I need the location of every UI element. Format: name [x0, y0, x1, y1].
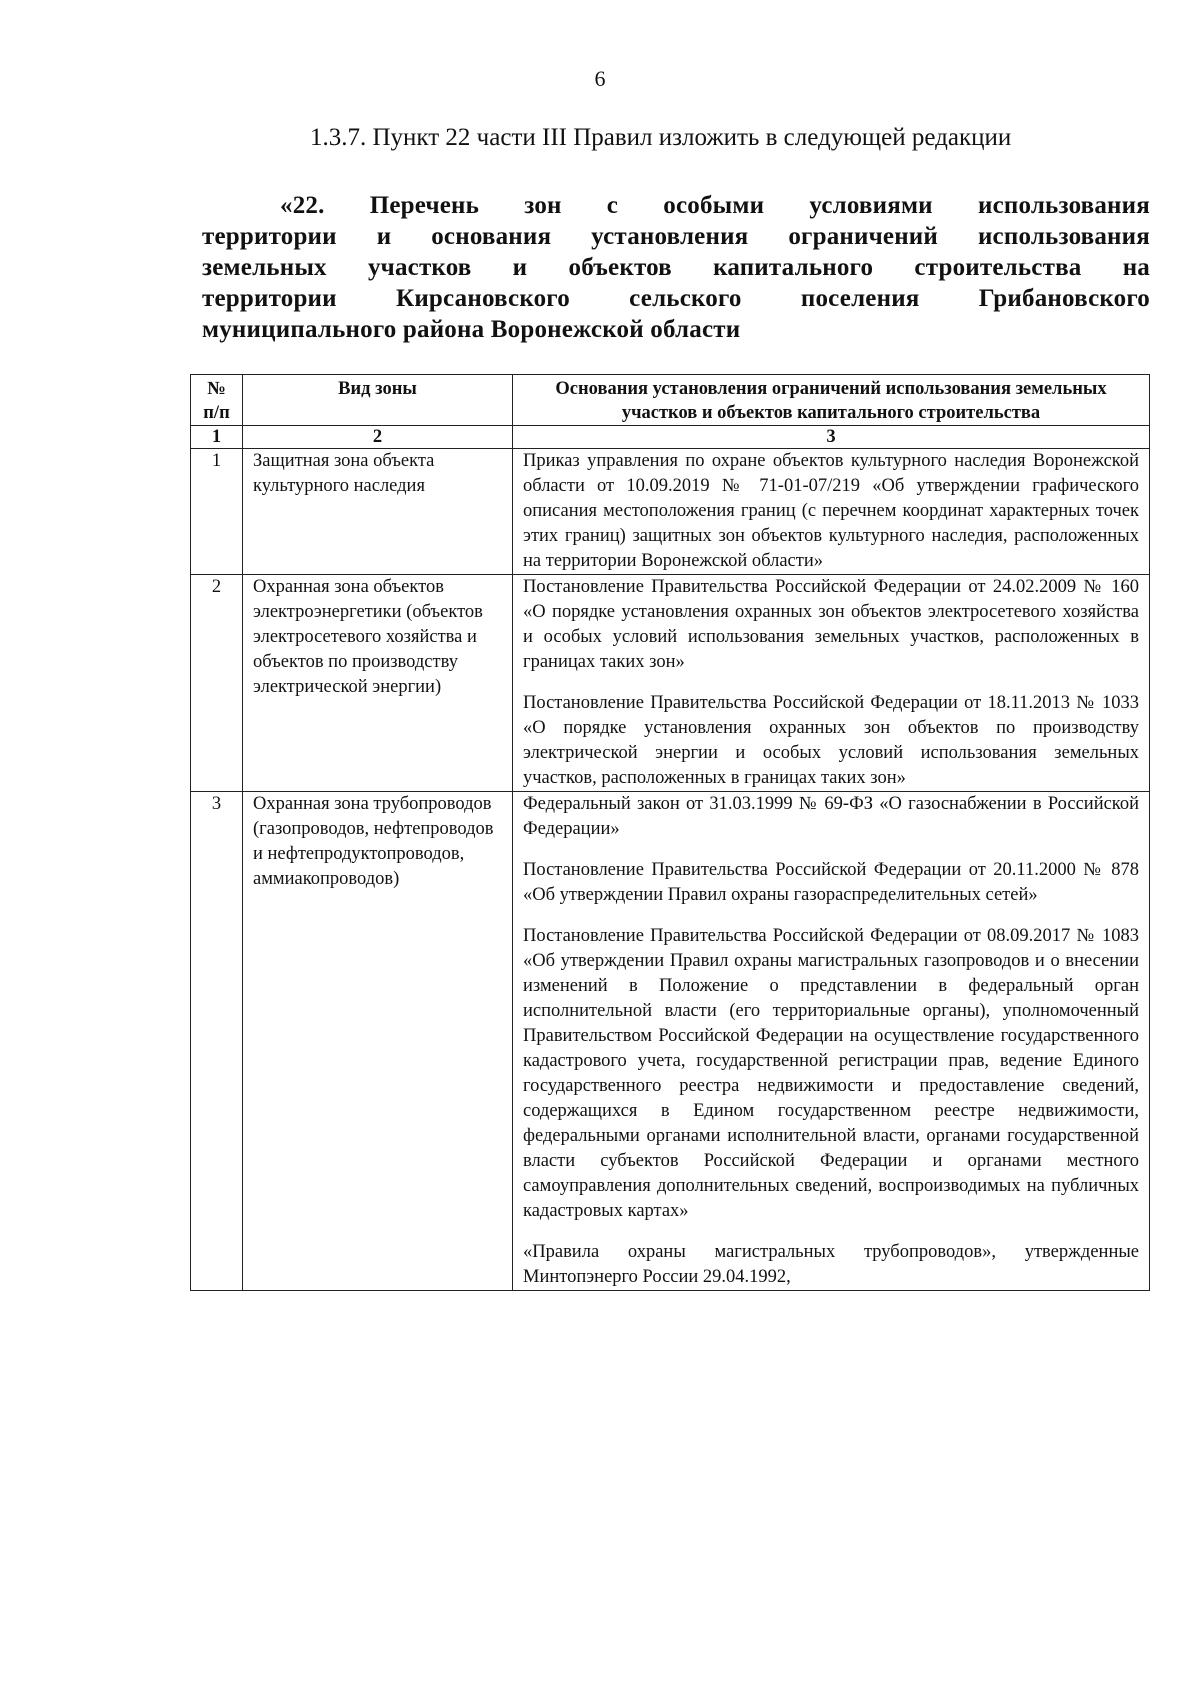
column-number: 1: [191, 426, 243, 449]
heading-line-2: территории и основания установления ограничений использования: [202, 223, 1150, 250]
table-row: [191, 575, 1150, 792]
zones-table: [190, 374, 1150, 1291]
row-number: 3: [191, 792, 243, 1291]
amendment-item-line: 1.3.7. Пункт 22 части III Правил изложить в следующей редакции: [310, 124, 1012, 151]
basis-paragraph: Постановление Правительства Российской Федерации от 08.09.2017 № 1083 «Об утверждении Правил охраны магистральных газопроводов и о внесении изменений в Положение о представлении в федеральный орган исполнительной власти (его территориальные органы), уполномоченный Правительством Российской Федерации на осуществление государственного кадастрового учета, государственной регистрации прав, ведение Единого государственного реестра недвижимости и предоставление сведений, содержащихся в Едином государственном реестре недвижимости, федеральными органами исполнительной власти, органами государственной власти субъектов Российской Федерации и органами местного самоуправления дополнительных сведений, воспроизводимых на публичных кадастровых картах»: [523, 926, 1139, 1221]
column-number: 3: [513, 426, 1150, 449]
basis-paragraph: Постановление Правительства Российской Федерации от 24.02.2009 № 160 «О порядке установления охранных зон объектов электросетевого хозяйства и особых условий использования земельных участков, расположенных в границах таких зон»: [523, 577, 1139, 672]
table-header-row: [191, 375, 1150, 426]
heading-line-5: муниципального района Воронежской области: [202, 316, 741, 343]
column-number-row: [191, 426, 1150, 449]
zone-type: Защитная зона объекта культурного наследия: [243, 449, 513, 575]
header-number: № п/п: [191, 375, 243, 426]
basis-paragraph: Федеральный закон от 31.03.1999 № 69-ФЗ «О газоснабжении в Российской Федерации»: [523, 794, 1139, 839]
table-row: [191, 449, 1150, 575]
section-heading: [202, 190, 1150, 345]
header-basis: Основания установления ограничений использования земельных участков и объектов капитального строительства: [513, 375, 1150, 426]
basis-cell: [513, 449, 1150, 575]
zone-type: Охранная зона объектов электроэнергетики (объектов электросетевого хозяйства и объектов по производству электрической энергии): [243, 575, 513, 792]
zone-type: Охранная зона трубопроводов (газопроводов, нефтепроводов и нефтепродуктопроводов, аммиакопроводов): [243, 792, 513, 1291]
basis-paragraph: «Правила охраны магистральных трубопроводов», утвержденные Минтопэнерго России 29.04.1992,: [523, 1242, 1139, 1287]
row-number: 1: [191, 449, 243, 575]
table-row: [191, 792, 1150, 1291]
row-number: 2: [191, 575, 243, 792]
page-number: 6: [594, 66, 606, 91]
heading-line-4: территории Кирсановского сельского поселения Грибановского: [202, 285, 1150, 312]
header-zone-type: Вид зоны: [243, 375, 513, 426]
basis-paragraph: Приказ управления по охране объектов культурного наследия Воронежской области от 10.09.2019 № 71-01-07/219 «Об утверждении графического описания местоположения границ (с перечнем координат характерных точек этих границ) защитных зон объектов культурного наследия, расположенных на территории Воронежской области»: [523, 451, 1139, 571]
column-number: 2: [243, 426, 513, 449]
basis-paragraph: Постановление Правительства Российской Федерации от 20.11.2000 № 878 «Об утверждении Правил охраны газораспределительных сетей»: [523, 860, 1139, 905]
heading-line-1: «22. Перечень зон с особыми условиями использования: [280, 192, 1150, 219]
heading-line-3: земельных участков и объектов капитального строительства на: [202, 254, 1150, 281]
basis-paragraph: Постановление Правительства Российской Федерации от 18.11.2013 № 1033 «О порядке установления охранных зон объектов по производству электрической энергии и особых условий использования земельных участков, расположенных в границах таких зон»: [523, 693, 1139, 788]
basis-cell: [513, 575, 1150, 792]
basis-cell: [513, 792, 1150, 1291]
